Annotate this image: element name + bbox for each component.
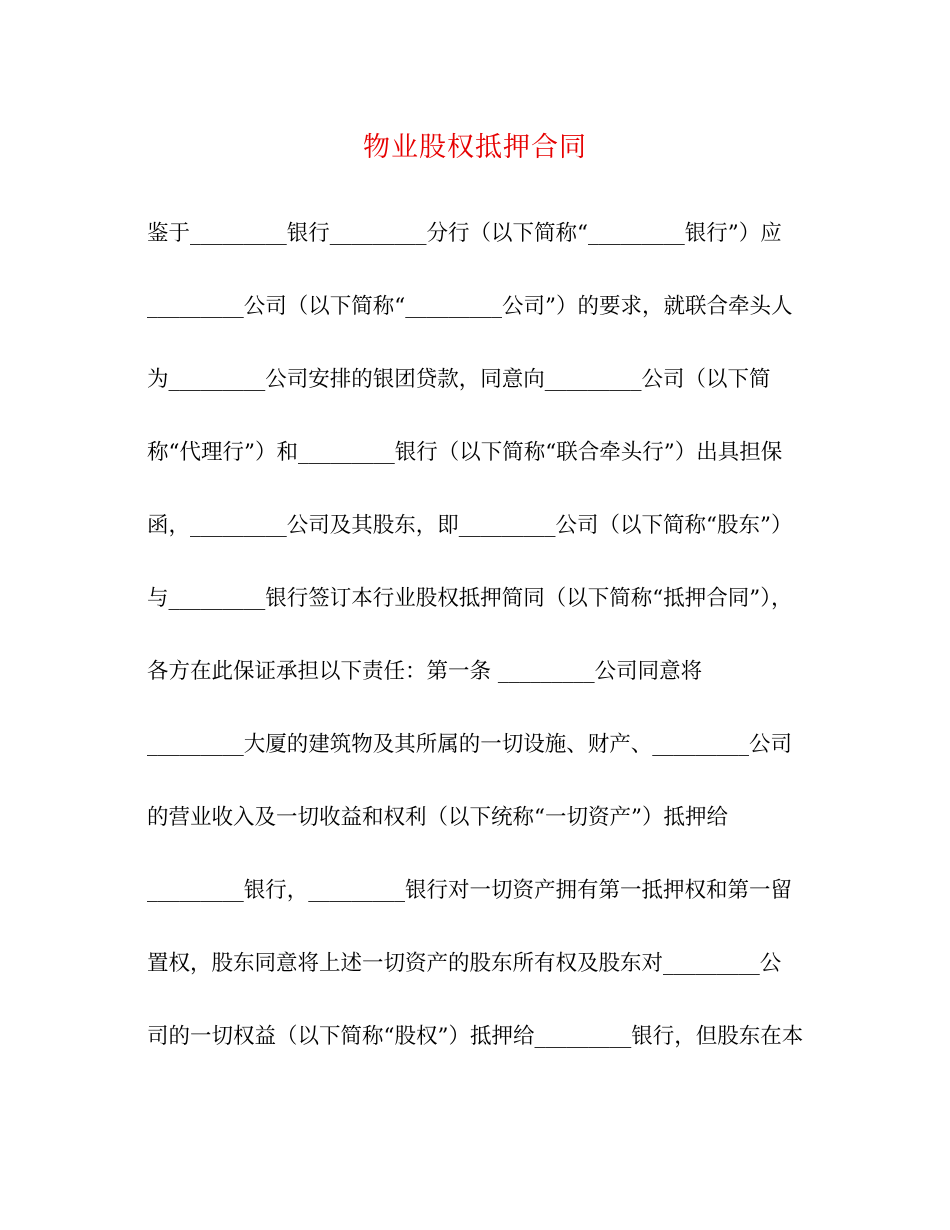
body-line: _________公司（以下简称“_________公司”）的要求，就联合牵头人 bbox=[147, 294, 793, 319]
body-line: _________银行，_________银行对一切资产拥有第一抵押权和第一留 bbox=[147, 878, 793, 903]
body-line: 各方在此保证承担以下责任：第一条 _________公司同意将 bbox=[147, 659, 703, 684]
document-title: 物业股权抵押合同 bbox=[363, 132, 587, 163]
body-line: 与_________银行签订本行业股权抵押简同（以下简称“抵押合同”）， bbox=[147, 586, 793, 611]
body-line: 为_________公司安排的银团贷款，同意向_________公司（以下简 bbox=[147, 367, 771, 392]
body-line: 置权，股东同意将上述一切资产的股东所有权及股东对_________公 bbox=[147, 951, 782, 976]
body-line: 的营业收入及一切收益和权利（以下统称“一切资产”）抵押给 bbox=[147, 805, 728, 830]
body-line: 司的一切权益（以下简称“股权”）抵押给_________银行，但股东在本 bbox=[147, 1024, 804, 1049]
body-line: _________大厦的建筑物及其所属的一切设施、财产、_________公司 bbox=[147, 732, 793, 757]
body-line: 鉴于_________银行_________分行（以下简称“_________银行”）应 bbox=[147, 221, 782, 246]
document-body bbox=[147, 214, 817, 1090]
body-line: 称“代理行”）和_________银行（以下简称“联合牵头行”）出具担保 bbox=[147, 440, 783, 465]
body-line: 函，_________公司及其股东，即_________公司（以下简称“股东”） bbox=[147, 513, 793, 538]
